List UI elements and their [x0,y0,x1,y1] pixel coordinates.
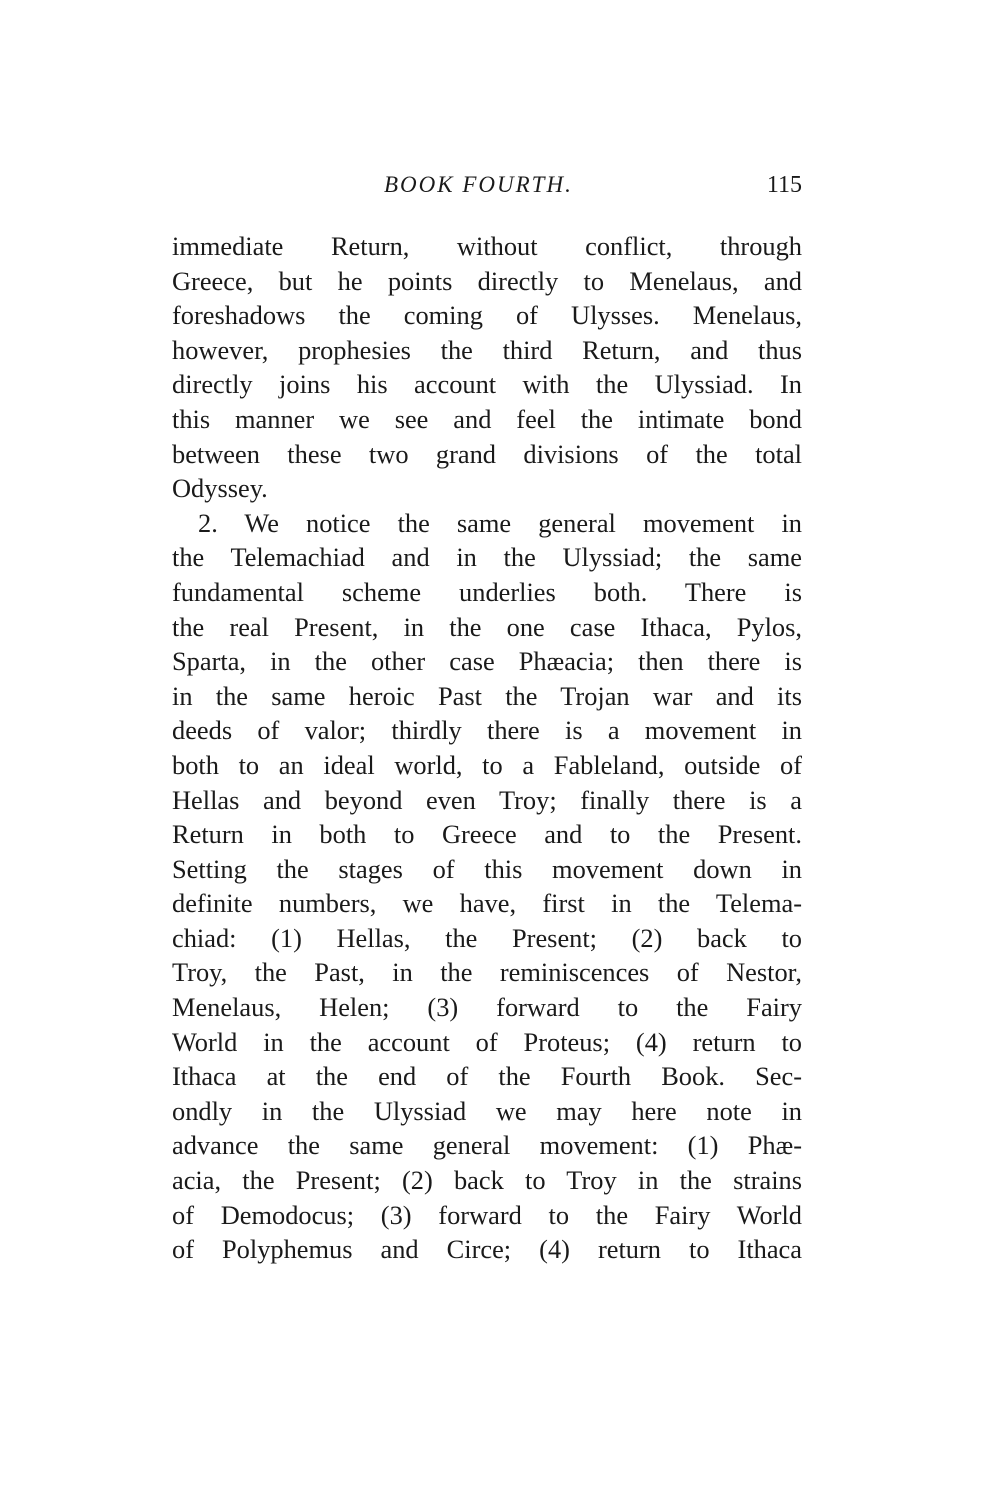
body-text [172,229,802,1267]
text-line: deeds of valor; thirdly there is a movement in [172,715,802,746]
text-line: directly joins his account with the Ulyssiad. In [172,369,802,400]
text-line: ondly in the Ulyssiad we may here note in [172,1095,802,1126]
text-line: Ithaca at the end of the Fourth Book. Sec- [172,1061,802,1092]
paragraph-start-line: 2. We notice the same general movement in [198,507,802,538]
page-number: 115 [766,172,802,198]
text-line: Menelaus, Helen; (3) forward to the Fairy [172,992,802,1023]
text-line: fundamental scheme underlies both. There is [172,576,802,607]
text-line: the real Present, in the one case Ithaca, Pylos, [172,611,802,642]
text-line: Troy, the Past, in the reminiscences of Nestor, [172,957,802,988]
running-title: BOOK FOURTH. [384,172,573,197]
text-line: advance the same general movement: (1) Phæ- [172,1130,802,1161]
text-line: Setting the stages of this movement down in [172,853,802,884]
text-line: acia, the Present; (2) back to Troy in the strains [172,1165,802,1196]
text-line: Odyssey. [172,473,268,504]
text-line: chiad: (1) Hellas, the Present; (2) back to [172,922,802,953]
text-line: between these two grand divisions of the total [172,438,802,469]
text-line: both to an ideal world, to a Fableland, outside of [172,749,802,780]
text-line: World in the account of Proteus; (4) return to [172,1026,802,1057]
text-line: of Polyphemus and Circe; (4) return to Ithaca [172,1234,802,1265]
running-head [172,170,802,200]
text-line: foreshadows the coming of Ulysses. Menelaus, [172,300,802,331]
text-line: of Demodocus; (3) forward to the Fairy World [172,1199,802,1230]
text-line: definite numbers, we have, first in the Telema- [172,888,802,919]
text-line: Sparta, in the other case Phæacia; then there is [172,646,802,677]
text-line: Return in both to Greece and to the Present. [172,819,802,850]
text-line: Hellas and beyond even Troy; finally there is a [172,784,802,815]
text-line: immediate Return, without conflict, through [172,231,802,261]
text-line: however, prophesies the third Return, and thus [172,334,802,365]
text-line: Greece, but he points directly to Menelaus, and [172,265,802,296]
text-line: the Telemachiad and in the Ulyssiad; the same [172,542,802,573]
text-line: in the same heroic Past the Trojan war and its [172,680,802,711]
text-line: this manner we see and feel the intimate bond [172,403,802,434]
